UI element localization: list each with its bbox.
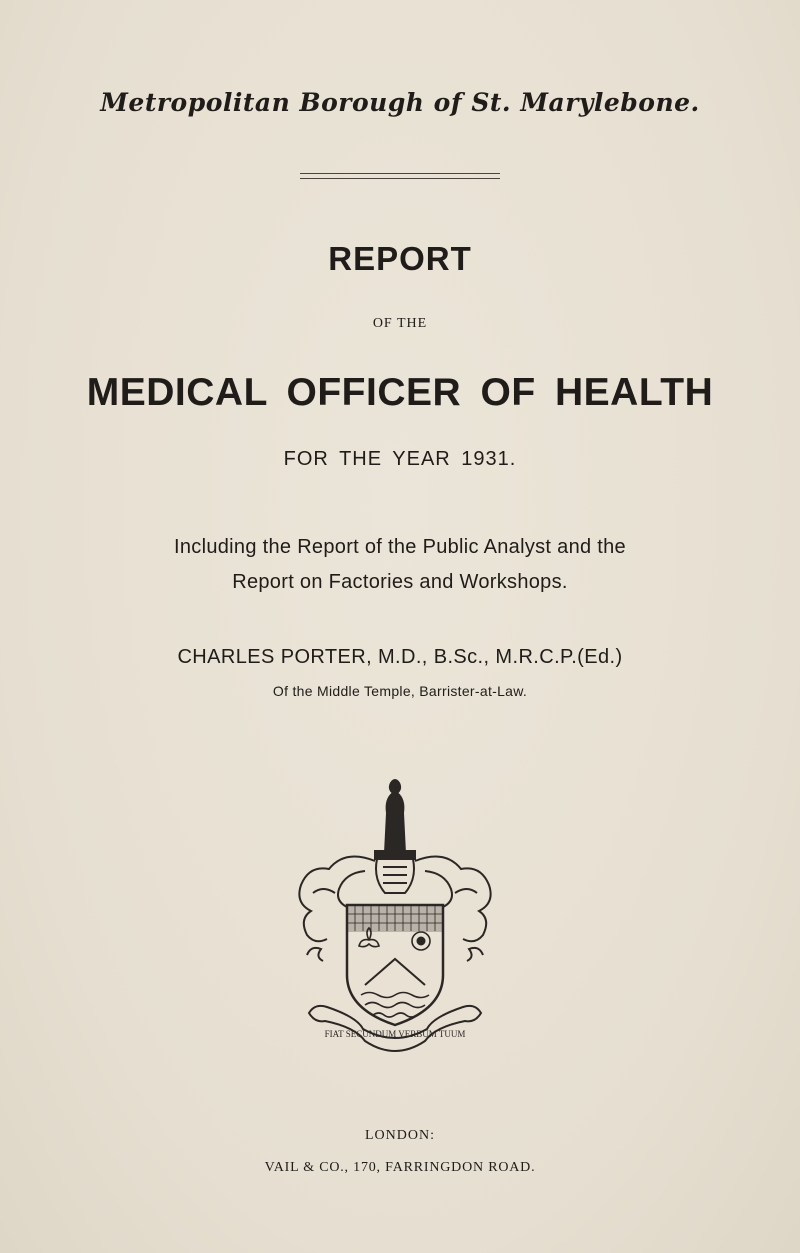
author-name: CHARLES PORTER, M.D., B.Sc., M.R.C.P.(Ed.) [177, 646, 623, 668]
report-title: REPORT [328, 240, 472, 277]
double-rule-divider [300, 173, 500, 179]
crest-motto: FIAT SECUNDUM VERBUM TUUM [324, 1029, 466, 1039]
of-the-label: OF THE [372, 316, 428, 331]
author-affiliation: Of the Middle Temple, Barrister-at-Law. [272, 683, 528, 699]
year-line: FOR THE YEAR 1931. [283, 448, 517, 470]
subtitle-line-2: Report on Factories and Workshops. [232, 571, 568, 593]
subtitle-line-1: Including the Report of the Public Analyst and the [174, 536, 626, 558]
imprint-city: LONDON: [365, 1128, 435, 1143]
coat-of-arms-icon [295, 775, 495, 1060]
borough-heading: Metropolitan Borough of St. Marylebone. [100, 88, 700, 117]
imprint-publisher: VAIL & CO., 170, FARRINGDON ROAD. [264, 1160, 536, 1175]
office-title: MEDICAL OFFICER OF HEALTH [86, 371, 714, 414]
